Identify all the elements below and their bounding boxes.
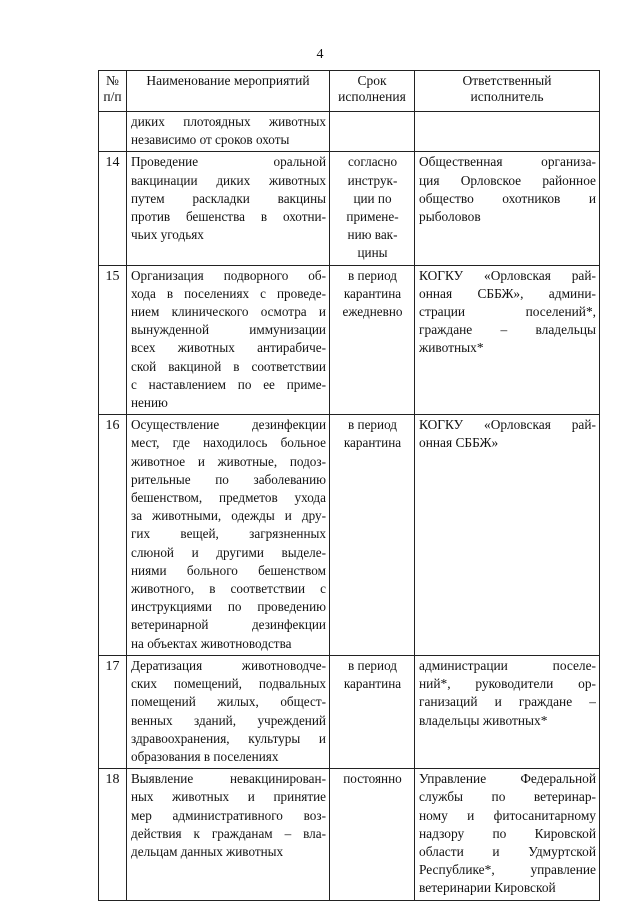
measure-name-line: животного, в соответствии с — [131, 581, 326, 597]
measure-name-line: помещений жилых, общест- — [131, 694, 326, 710]
term-cell — [330, 655, 415, 768]
measure-name-line: диких плотоядных животных — [131, 114, 326, 129]
responsible-line: владельцы животных* — [419, 712, 548, 728]
measure-name-cell — [127, 112, 330, 152]
measure-name-line: ных животных и принятие — [131, 789, 326, 805]
table-body — [99, 112, 600, 901]
responsible-line: Управление Федеральной — [419, 771, 596, 787]
term-line: инструк- — [347, 172, 398, 188]
term-line: цины — [357, 245, 388, 261]
measure-name-line: образования в поселениях — [131, 748, 279, 764]
responsible-line: общество охотников и — [419, 190, 596, 206]
measure-name-line: вынужденной иммунизации — [131, 322, 326, 338]
measures-table — [98, 70, 600, 901]
measure-name-line: ветеринарной дезинфекции — [131, 617, 326, 633]
header-resp: Ответственный исполнитель — [415, 71, 600, 112]
row-number: 15 — [99, 265, 127, 415]
responsible-line: онная СББЖ» — [419, 435, 499, 451]
responsible-cell — [415, 152, 600, 265]
responsible-line: Республике*, управление — [419, 862, 596, 878]
responsible-line: страции поселений*, — [419, 304, 596, 320]
term-line: карантина — [343, 435, 402, 451]
responsible-cell — [415, 655, 600, 768]
term-line: нию вак- — [347, 227, 398, 243]
table-row — [99, 415, 600, 656]
responsible-line: КОГКУ «Орловская рай- — [419, 417, 596, 433]
measure-name-line: против бешенства в охотни- — [131, 209, 326, 225]
measure-name-line: слюной и другими выделе- — [131, 544, 326, 560]
table-row — [99, 152, 600, 265]
measure-name-cell — [127, 265, 330, 415]
measure-name-line: гих вещей, загрязненных — [131, 526, 326, 542]
term-cell — [330, 265, 415, 415]
row-number: 18 — [99, 769, 127, 900]
responsible-line: надзору по Кировской — [419, 825, 596, 841]
responsible-line: ветеринарии Кировской — [419, 880, 556, 896]
responsible-line: онная СББЖ», админи- — [419, 285, 596, 301]
responsible-line: ний*, руководители ор- — [419, 676, 596, 692]
measure-name-line: мест, где находилось больное — [131, 435, 326, 451]
term-line: в период — [347, 417, 397, 433]
measure-name-line: ниями больного бешенством — [131, 562, 326, 578]
term-line: согласно — [347, 154, 398, 170]
term-cell — [330, 415, 415, 656]
responsible-line: администрации поселе- — [419, 657, 596, 673]
measure-name-line: рительные по заболеванию — [131, 471, 326, 487]
measure-name-line: за животными, одежды и дру- — [131, 508, 326, 524]
measure-name-line: вакцинации диких животных — [131, 172, 326, 188]
table-header-row — [99, 71, 600, 112]
measure-name-cell — [127, 415, 330, 656]
measure-name-line: путем раскладки вакцины — [131, 190, 326, 206]
responsible-line: Общественная организа- — [419, 154, 596, 170]
measure-name-cell — [127, 769, 330, 900]
table-row — [99, 265, 600, 415]
responsible-line: ганизаций и граждане – — [419, 694, 596, 710]
responsible-cell — [415, 415, 600, 656]
measure-name-line: дельцам данных животных — [131, 843, 284, 859]
measure-name-line: бешенством, предметов ухода — [131, 490, 326, 506]
responsible-line: животных* — [419, 340, 484, 356]
table-row — [99, 769, 600, 900]
measure-name-line: животное и животные, подоз- — [131, 453, 326, 469]
measure-name-line: Выявление невакцинирован- — [131, 771, 326, 787]
row-number: 17 — [99, 655, 127, 768]
header-name: Наименование мероприятий — [127, 71, 330, 112]
measure-name-line: Организация подворного об- — [131, 267, 326, 283]
term-cell — [330, 152, 415, 265]
term-line: примене- — [346, 209, 399, 225]
measure-name-line: всех животных антирабиче- — [131, 340, 326, 356]
measure-name-line: с наставлением по ее приме- — [131, 376, 326, 392]
measure-name-line: нению — [131, 395, 168, 411]
measure-name-line: Проведение оральной — [131, 154, 326, 170]
term-cell — [330, 769, 415, 900]
responsible-line: граждане – владельцы — [419, 322, 596, 338]
responsible-line: ция Орловское районное — [419, 172, 596, 188]
row-number: 16 — [99, 415, 127, 656]
measure-name-line: инструкциями по проведению — [131, 599, 326, 615]
term-line: карантина — [343, 285, 402, 301]
responsible-line: ному и фитосанитарному — [419, 807, 596, 823]
table-row — [99, 112, 600, 152]
term-line: в период — [347, 657, 397, 673]
page-number: 4 — [316, 47, 324, 62]
measure-name-line: мер административного воз- — [131, 807, 326, 823]
measure-name-line: чьих угодьях — [131, 227, 204, 243]
responsible-line: КОГКУ «Орловская рай- — [419, 267, 596, 283]
header-term: Срок исполнения — [330, 71, 415, 112]
measure-name-cell — [127, 152, 330, 265]
header-num: № п/п — [99, 71, 127, 112]
measure-name-line: Дератизация животноводче- — [131, 657, 326, 673]
measure-name-line: Осуществление дезинфекции — [131, 417, 326, 433]
responsible-cell — [415, 769, 600, 900]
term-line: в период — [347, 267, 397, 283]
measure-name-line: венных зданий, учреждений — [131, 712, 326, 728]
term-line: карантина — [343, 676, 402, 692]
term-line: постоянно — [343, 771, 402, 787]
measure-name-line: хода в поселениях с проведе- — [131, 285, 326, 301]
measure-name-line: на объектах животноводства — [131, 635, 292, 651]
row-number — [99, 112, 127, 152]
measure-name-line: нием клинического осмотра и — [131, 304, 326, 320]
measure-name-line: ской вакциной в соответствии — [131, 358, 326, 374]
term-line: ции по — [353, 190, 392, 206]
term-line: ежедневно — [342, 304, 403, 320]
measure-name-line: ских помещений, подвальных — [131, 676, 326, 692]
measure-name-cell — [127, 655, 330, 768]
responsible-line: рыболовов — [419, 209, 481, 225]
responsible-line: области и Удмуртской — [419, 843, 596, 859]
measure-name-line: независимо от сроков охоты — [131, 132, 290, 148]
term-cell — [330, 112, 415, 152]
responsible-cell — [415, 112, 600, 152]
measure-name-line: действия к гражданам – вла- — [131, 825, 326, 841]
responsible-line: службы по ветеринар- — [419, 789, 596, 805]
row-number: 14 — [99, 152, 127, 265]
measure-name-line: здравоохранения, культуры и — [131, 730, 326, 746]
responsible-cell — [415, 265, 600, 415]
table-row — [99, 655, 600, 768]
